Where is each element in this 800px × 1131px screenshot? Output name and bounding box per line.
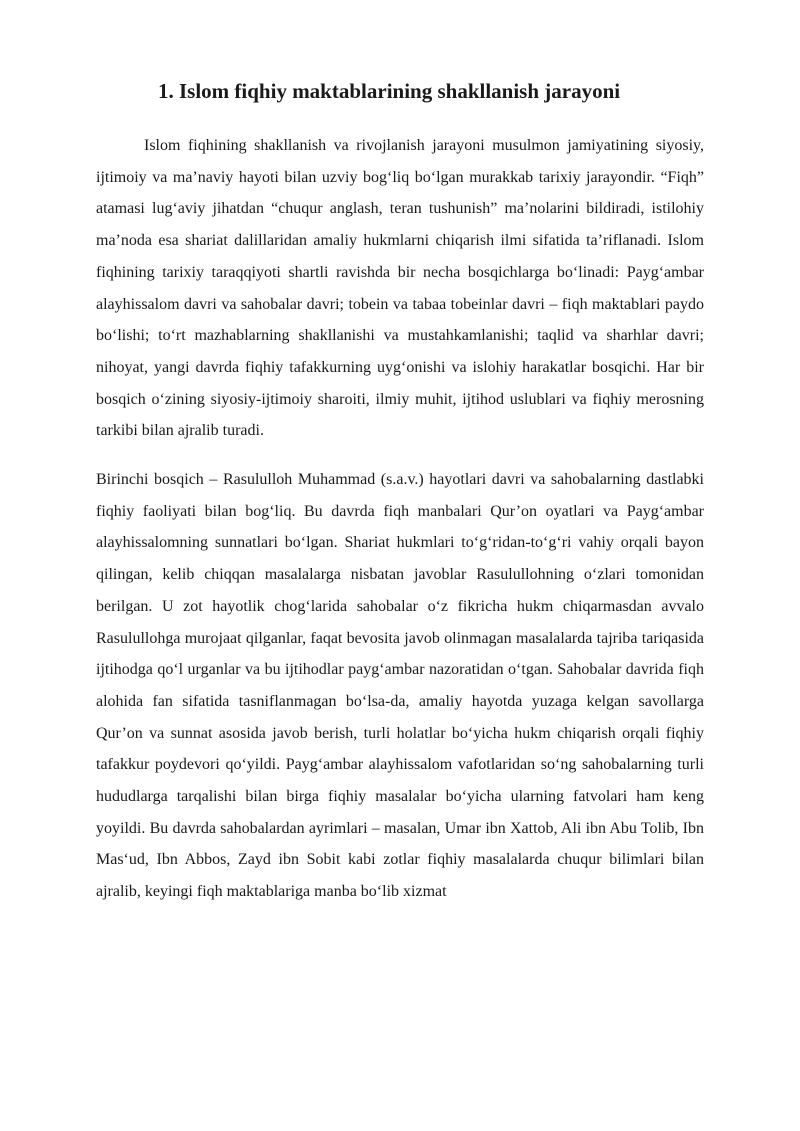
section-title: 1. Islom fiqhiy maktablarining shakllanish jarayoni	[158, 79, 621, 103]
paragraph-first-stage: Birinchi bosqich – Rasululloh Muhammad (s.a.v.) hayotlari davri va sahobalarning dastlabki fiqhiy faoliyati bilan bog‘liq. Bu davrda fiqh manbalari Qur’on oyatlari va Payg‘ambar alayhissalomning sunnatlari bo‘lgan. Shariat hukmlari to‘g‘ridan-to‘g‘ri vahiy orqali bayon qilingan, kelib chiqqan masalalarga nisbatan javoblar Rasulullohning o‘zlari tomonidan berilgan. U zot hayotlik chog‘larida sahobalar o‘z fikricha hukm chiqarmasdan avvalo Rasulullohga murojaat qilganlar, faqat bevosita javob olinmagan masalalarda tajriba tariqasida ijtihodga qo‘l urganlar va bu ijtihodlar payg‘ambar nazoratidan o‘tgan. Sahobalar davrida fiqh alohida fan sifatida tasniflanmagan bo‘lsa-da, amaliy hayotda yuzaga kelgan savollarga Qur’on va sunnat asosida javob berish, turli holatlar bo‘yicha hukm chiqarish orqali fiqhiy tafakkur poydevori qo‘yildi. Payg‘ambar alayhissalom vafotlaridan so‘ng sahobalarning turli hududlarga tarqalishi bilan birga fiqhiy masalalar bo‘yicha ularning fatvolari ham keng yoyildi. Bu davrda sahobalardan ayrimlari – masalan, Umar ibn Xattob, Ali ibn Abu Tolib, Ibn Mas‘ud, Ibn Abbos, Zayd ibn Sobit kabi zotlar fiqhiy masalalarda chuqur bilimlari bilan ajralib, keyingi fiqh maktablariga manba bo‘lib xizmat	[96, 471, 704, 901]
paragraph-intro: Islom fiqhining shakllanish va rivojlanish jarayoni musulmon jamiyatining siyosiy, ijtimoiy va ma’naviy hayoti bilan uzviy bog‘liq bo‘lgan murakkab tarixiy jarayondir. “Fiqh” atamasi lug‘aviy jihatdan “chuqur anglash, teran tushunish” ma’nolarini bildiradi, istilohiy ma’noda esa shariat dalillaridan amaliy hukmlarni chiqarish ilmi sifatida ta’riflanadi. Islom fiqhining tarixiy taraqqiyoti shartli ravishda bir necha bosqichlarga bo‘linadi: Payg‘ambar alayhissalom davri va sahobalar davri; tobein va tabaa tobeinlar davri – fiqh maktablari paydo bo‘lishi; to‘rt mazhablarning shakllanishi va mustahkamlanishi; taqlid va sharhlar davri; nihoyat, yangi davrda fiqhiy tafakkurning uyg‘onishi va islohiy harakatlar bosqichi. Har bir bosqich o‘zining siyosiy-ijtimoiy sharoiti, ilmiy muhit, ijtihod uslublari va fiqhiy merosning tarkibi bilan ajralib turadi.	[96, 137, 704, 440]
document-page	[96, 72, 704, 908]
